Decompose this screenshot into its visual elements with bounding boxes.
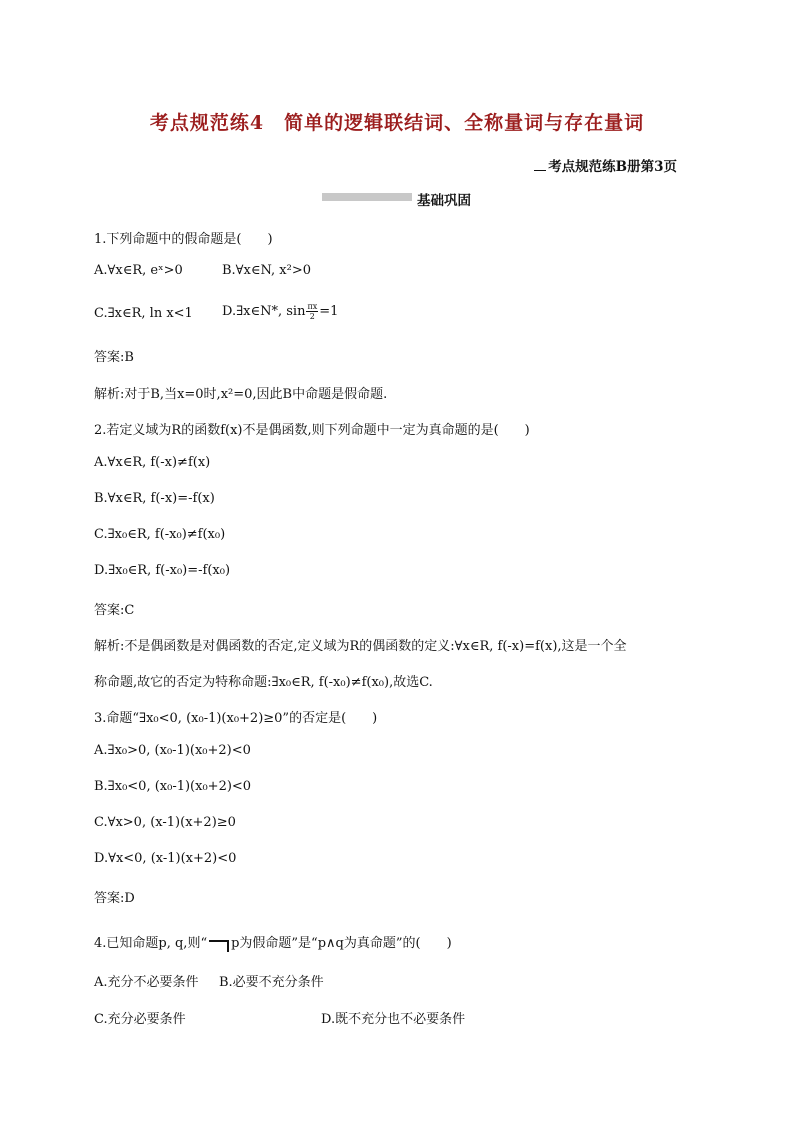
q1-stem: 1.下列命题中的假命题是( )	[94, 232, 273, 247]
q4-option-b: B.必要不充分条件	[219, 975, 324, 990]
q4-option-c: C.充分必要条件	[94, 1012, 186, 1027]
q4-option-a: A.充分不必要条件	[94, 975, 199, 990]
q3-option-a: A.∃x₀>0, (x₀-1)(x₀+2)<0	[94, 743, 251, 758]
q2-answer: 答案:C	[94, 603, 135, 618]
q2-stem: 2.若定义域为R的函数f(x)不是偶函数,则下列命题中一定为真命题的是( )	[94, 423, 530, 438]
q2-analysis-line1: 解析:不是偶函数是对偶函数的否定,定义域为R的偶函数的定义:∀x∈R, f(-x)=f(x),这是一个全	[94, 639, 627, 654]
page-title: 考点规范练4 简单的逻辑联结词、全称量词与存在量词	[149, 112, 645, 134]
q4-stem	[94, 932, 452, 951]
q3-option-d: D.∀x<0, (x-1)(x+2)<0	[94, 851, 237, 866]
q4-stem-suffix: p为假命题”是“p∧q为真命题”的( )	[231, 936, 452, 951]
section-bar	[322, 193, 412, 201]
section-heading	[0, 189, 794, 207]
section-label: 基础巩固	[417, 193, 471, 209]
q1-option-d-prefix: D.∃x∈N*, sin	[222, 304, 306, 319]
q4-option-d: D.既不充分也不必要条件	[321, 1012, 466, 1027]
q1-analysis: 解析:对于B,当x=0时,x²=0,因此B中命题是假命题.	[94, 387, 388, 402]
page-reference	[534, 155, 677, 175]
q2-option-b: B.∀x∈R, f(-x)=-f(x)	[94, 491, 215, 506]
reference-text: 考点规范练B册第3页	[548, 159, 677, 175]
negation-symbol	[209, 940, 229, 952]
q2-option-c: C.∃x₀∈R, f(-x₀)≠f(x₀)	[94, 527, 226, 542]
q1-option-c: C.∃x∈R, ln x<1	[94, 306, 193, 321]
fraction-numerator: πx	[307, 302, 318, 311]
fraction-denominator: 2	[309, 312, 315, 321]
q1-option-d-fraction	[306, 302, 318, 321]
q1-answer: 答案:B	[94, 350, 134, 365]
q1-option-a: A.∀x∈R, eˣ>0	[94, 263, 183, 278]
q3-option-c: C.∀x>0, (x-1)(x+2)≥0	[94, 815, 236, 830]
q1-option-d	[222, 302, 338, 321]
q2-option-d: D.∃x₀∈R, f(-x₀)=-f(x₀)	[94, 563, 231, 578]
q1-option-d-suffix: =1	[319, 304, 339, 319]
q3-option-b: B.∃x₀<0, (x₀-1)(x₀+2)<0	[94, 779, 252, 794]
q4-stem-prefix: 4.已知命题p, q,则“	[94, 936, 208, 951]
q2-option-a: A.∀x∈R, f(-x)≠f(x)	[94, 455, 211, 470]
q2-analysis-line2: 称命题,故它的否定为特称命题:∃x₀∈R, f(-x₀)≠f(x₀),故选C.	[94, 675, 433, 690]
reference-underline	[534, 170, 546, 171]
q3-stem: 3.命题“∃x₀<0, (x₀-1)(x₀+2)≥0”的否定是( )	[94, 711, 378, 726]
q3-answer: 答案:D	[94, 891, 135, 906]
q1-option-b: B.∀x∈N, x²>0	[222, 263, 312, 278]
